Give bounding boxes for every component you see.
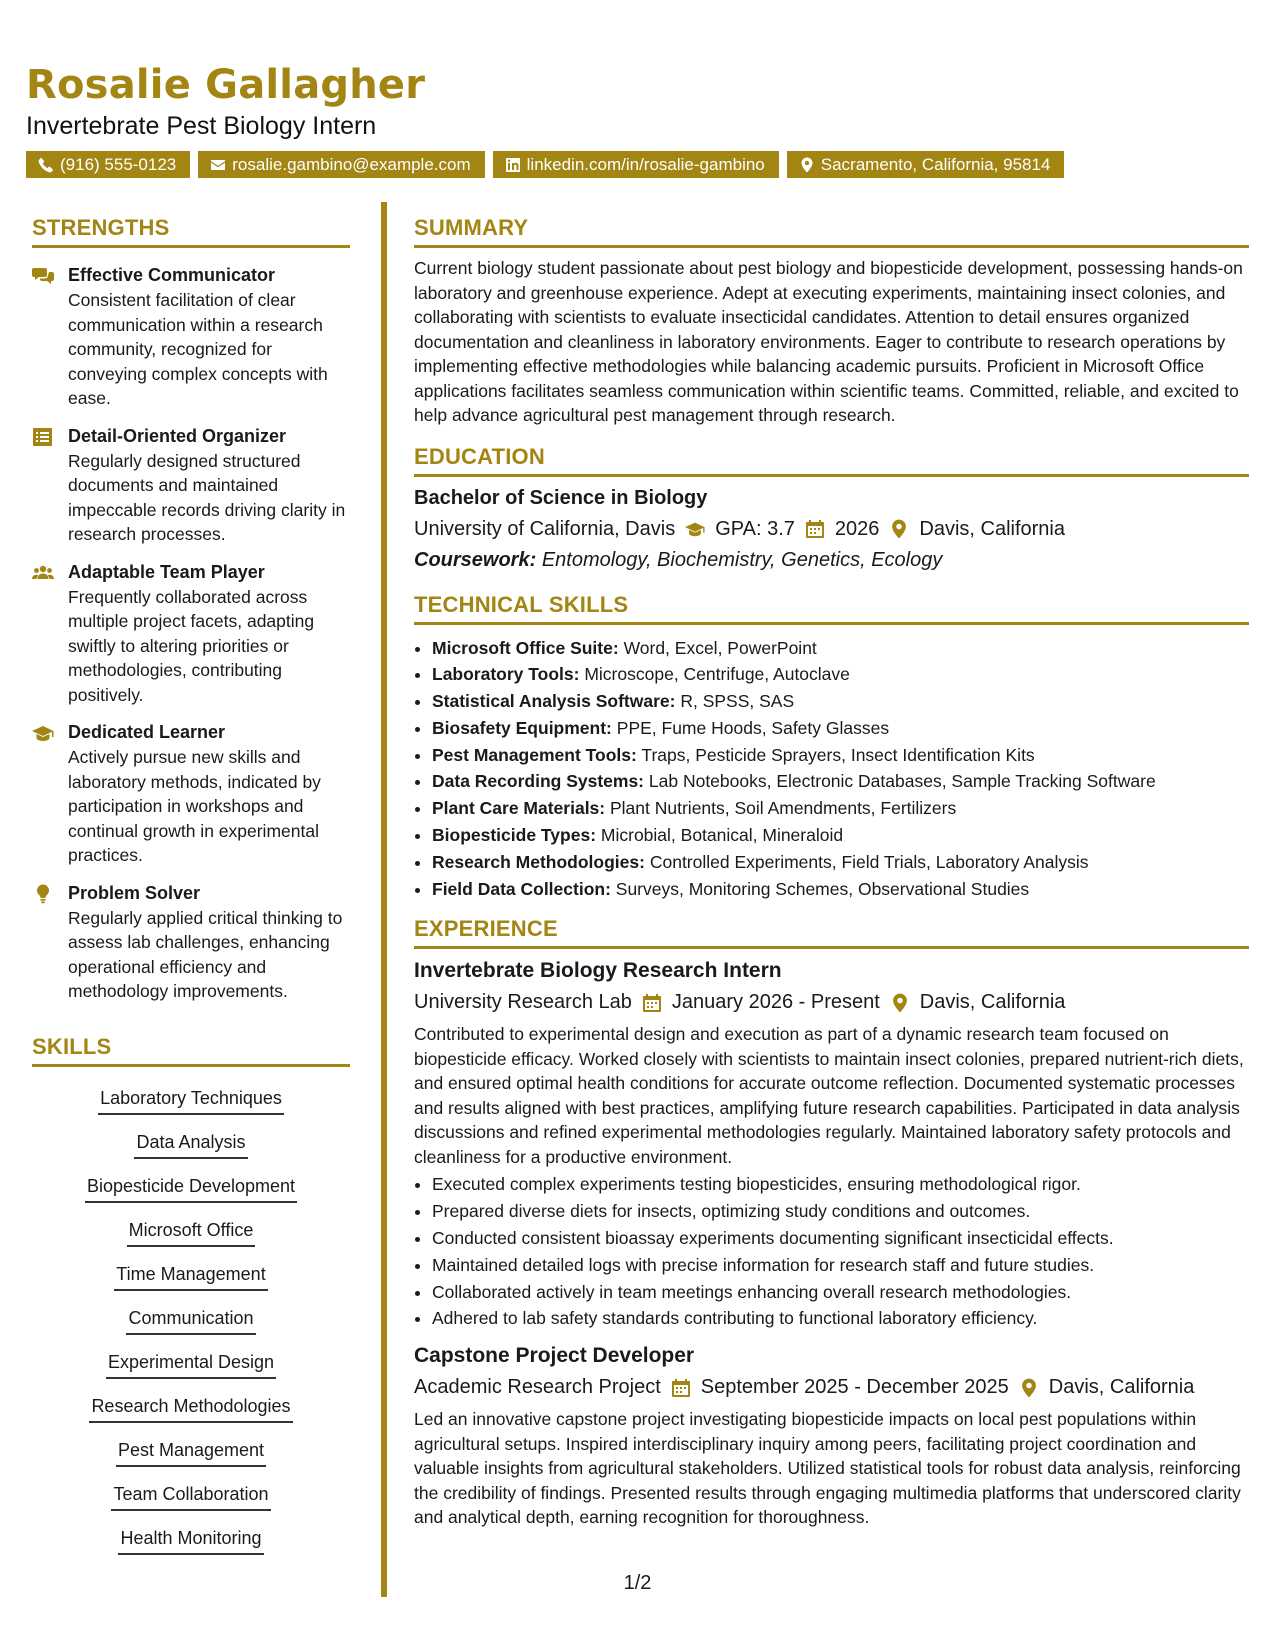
tech-skill-value: Traps, Pesticide Sprayers, Insect Identification Kits (641, 744, 1035, 765)
tech-skill-label: Data Recording Systems: (432, 771, 645, 792)
tech-skill-label: Laboratory Tools: (432, 664, 580, 685)
email-text: rosalie.gambino@example.com (232, 154, 471, 174)
job-title-heading: Invertebrate Pest Biology Intern (26, 112, 377, 140)
skill-item: Health Monitoring (118, 1525, 263, 1555)
calendar-icon (671, 1378, 691, 1398)
strength-title: Dedicated Learner (68, 722, 226, 742)
team-icon (32, 563, 54, 583)
school-location: Davis, California (919, 517, 1065, 540)
map-pin-icon (889, 519, 909, 539)
graduation-year: 2026 (834, 517, 880, 540)
linkedin-text: linkedin.com/in/rosalie-gambino (526, 154, 765, 174)
graduation-cap-icon (32, 723, 54, 743)
lightbulb-icon (32, 884, 54, 904)
location-text: Sacramento, California, 95814 (820, 154, 1051, 174)
job-description: Led an innovative capstone project investigating biopesticide impacts on local pest populations within agricultural setups. Inspired interdisciplinary inquiry among peers, facilitating project coordination and valuable insights from agricultural stakeholders. Utilized statistical tools for robust data analysis, reinforcing the credibility of findings. Presented results through engaging multimedia platforms that underscored clarity and analytical depth, earning recognition for thoroughness. (414, 1409, 1241, 1528)
tech-skill-value: Plant Nutrients, Soil Amendments, Fertilizers (610, 798, 957, 819)
strength-title: Adaptable Team Player (68, 561, 265, 582)
skill-item: Experimental Design (106, 1349, 276, 1379)
strength-desc: Consistent facilitation of clear communication within a research community, recognized for conveying complex concepts with ease. (68, 290, 328, 408)
map-pin-icon (799, 157, 815, 173)
summary-text: Current biology student passionate about pest biology and biopesticide development, possessing hands-on laboratory and greenhouse experience. Adept at executing experiments, maintaining insect colonies, and collaborating with scientists to evaluate insecticidal candidates. Attention to detail ensures organized documentation and cleanliness in laboratory environments. Eager to contribute to research operations by implementing effective methodologies while balancing academic pursuits. Proficient in Microsoft Office applications facilitates seamless communication within scientific teams. Committed, reliable, and excited to help advance agricultural pest management through research. (414, 258, 1243, 425)
list-item: • Prepared diverse diets for insects, optimizing study conditions and outcomes. (432, 1198, 1249, 1225)
list-item (432, 876, 1249, 903)
tech-skill-value: R, SPSS, SAS (680, 691, 795, 712)
phone-text: (916) 555-0123 (60, 154, 177, 174)
job-description: Contributed to experimental design and execution as part of a dynamic research team focused on biopesticide efficacy. Worked closely with scientists to maintain insect colonies, prepared nutrient-rich diets, and ensured optimal health conditions for accurate outcome reflection. Documented systematic processes and results aligned with best practices, amplifying future research capabilities. Participated in data analysis discussions and refined experimental methodologies regularly. Maintained laboratory safety protocols and cleanliness for a productive environment. (414, 1024, 1244, 1167)
right-column (414, 215, 1249, 1530)
chat-icon (32, 266, 54, 286)
technical-skills-list (414, 635, 1249, 903)
skill-item: Biopesticide Development (85, 1173, 297, 1203)
contact-bar (26, 151, 1064, 178)
strength-desc: Frequently collaborated across multiple project facets, adapting swiftly to altering priorities or methodologies, contributing positively. (68, 586, 315, 705)
map-pin-icon (890, 993, 910, 1013)
candidate-name: Rosalie Gallagher (26, 62, 426, 108)
summary-heading: SUMMARY (414, 215, 1249, 248)
list-item: • Executed complex experiments testing biopesticides, ensuring methodological rigor. (432, 1171, 1249, 1198)
strength-item (32, 561, 350, 708)
job-meta (414, 1376, 1249, 1399)
tech-skill-label: Statistical Analysis Software: (432, 691, 676, 712)
list-item (432, 768, 1249, 795)
left-column (32, 215, 350, 1569)
job-title: Capstone Project Developer (414, 1344, 695, 1368)
list-item: • Maintained detailed logs with precise information for research staff and future studies. (432, 1252, 1249, 1279)
email-chip[interactable] (198, 151, 484, 178)
tech-skill-label: Field Data Collection: (432, 878, 611, 899)
job-entry (414, 959, 1249, 1332)
job-org: Academic Research Project (414, 1376, 661, 1399)
calendar-icon (642, 993, 662, 1013)
column-divider (381, 202, 387, 1597)
skill-item: Communication (126, 1305, 255, 1335)
tech-skill-value: Word, Excel, PowerPoint (623, 637, 817, 658)
linkedin-icon (505, 157, 521, 173)
technical-skills-heading: TECHNICAL SKILLS (414, 592, 1249, 625)
skill-item: Time Management (114, 1261, 267, 1291)
list-item (432, 849, 1249, 876)
strength-title: Effective Communicator (68, 265, 276, 285)
skill-item: Data Analysis (134, 1129, 247, 1159)
tech-skill-label: Microsoft Office Suite: (432, 637, 619, 658)
education-meta (414, 518, 1249, 541)
strength-title: Detail-Oriented Organizer (68, 425, 287, 446)
list-item: • Adhered to lab safety standards contributing to functional laboratory efficiency. (432, 1305, 1249, 1332)
degree-title: Bachelor of Science in Biology (414, 486, 708, 509)
list-item (432, 715, 1249, 742)
tech-skill-value: PPE, Fume Hoods, Safety Glasses (616, 717, 890, 738)
skill-item: Pest Management (116, 1437, 266, 1467)
list-item (432, 688, 1249, 715)
gpa: GPA: 3.7 (715, 517, 795, 540)
coursework (414, 549, 1249, 572)
job-title: Invertebrate Biology Research Intern (414, 959, 782, 983)
strength-desc: Regularly applied critical thinking to assess lab challenges, enhancing operational efficiency and methodology improvements. (68, 907, 343, 1001)
tech-skill-value: Lab Notebooks, Electronic Databases, Sample Tracking Software (648, 771, 1156, 792)
school-name: University of California, Davis (414, 517, 676, 540)
tech-skill-label: Biopesticide Types: (432, 825, 597, 846)
list-item (432, 795, 1249, 822)
job-location: Davis, California (919, 991, 1066, 1014)
strength-desc: Actively pursue new skills and laboratory methods, indicated by participation in workshops and continual growth in experimental practices. (68, 747, 321, 865)
envelope-icon (210, 157, 226, 173)
skills-list (32, 1085, 350, 1555)
phone-chip[interactable] (26, 151, 190, 178)
tech-skill-value: Microscope, Centrifuge, Autoclave (584, 664, 850, 685)
coursework-label: Coursework: (414, 548, 537, 571)
tech-skill-value: Surveys, Monitoring Schemes, Observational Studies (615, 878, 1030, 899)
job-entry (414, 1344, 1249, 1530)
tech-skill-label: Biosafety Equipment: (432, 717, 612, 738)
job-meta (414, 991, 1249, 1014)
graduation-cap-icon (685, 519, 705, 539)
strength-title: Problem Solver (68, 882, 201, 903)
phone-icon (38, 157, 54, 173)
list-item (432, 661, 1249, 688)
list-item (432, 742, 1249, 769)
strength-item (32, 425, 350, 547)
list-icon (32, 427, 54, 447)
strengths-heading: STRENGTHS (32, 215, 350, 248)
strength-item (32, 882, 350, 1004)
education-heading: EDUCATION (414, 444, 1249, 477)
location-chip (787, 151, 1065, 178)
skill-item: Research Methodologies (89, 1393, 292, 1423)
skill-item: Laboratory Techniques (98, 1085, 284, 1115)
tech-skill-value: Microbial, Botanical, Mineraloid (600, 825, 844, 846)
job-dates: January 2026 - Present (671, 991, 880, 1014)
strength-desc: Regularly designed structured documents and maintained impeccable records driving clarity in research processes. (68, 450, 346, 544)
linkedin-chip[interactable] (493, 151, 779, 178)
job-dates: September 2025 - December 2025 (700, 1376, 1009, 1399)
skill-item: Microsoft Office (127, 1217, 256, 1247)
skill-item: Team Collaboration (111, 1481, 270, 1511)
list-item: • Conducted consistent bioassay experiments documenting significant insecticidal effects. (432, 1225, 1249, 1252)
strength-item (32, 264, 350, 411)
tech-skill-value: Controlled Experiments, Field Trials, Laboratory Analysis (649, 851, 1089, 872)
skills-heading: SKILLS (32, 1034, 350, 1067)
experience-heading: EXPERIENCE (414, 916, 1249, 949)
job-bullets (414, 1171, 1249, 1332)
coursework-list: Entomology, Biochemistry, Genetics, Ecology (541, 548, 943, 571)
job-org: University Research Lab (414, 991, 632, 1014)
list-item (432, 822, 1249, 849)
tech-skill-label: Research Methodologies: (432, 851, 645, 872)
map-pin-icon (1019, 1378, 1039, 1398)
strength-item (32, 721, 350, 868)
tech-skill-label: Plant Care Materials: (432, 798, 606, 819)
list-item: • Collaborated actively in team meetings enhancing overall research methodologies. (432, 1279, 1249, 1306)
tech-skill-label: Pest Management Tools: (432, 744, 637, 765)
calendar-icon (805, 519, 825, 539)
page-number: 1/2 (623, 1572, 652, 1594)
job-location: Davis, California (1048, 1376, 1195, 1399)
list-item (432, 635, 1249, 662)
